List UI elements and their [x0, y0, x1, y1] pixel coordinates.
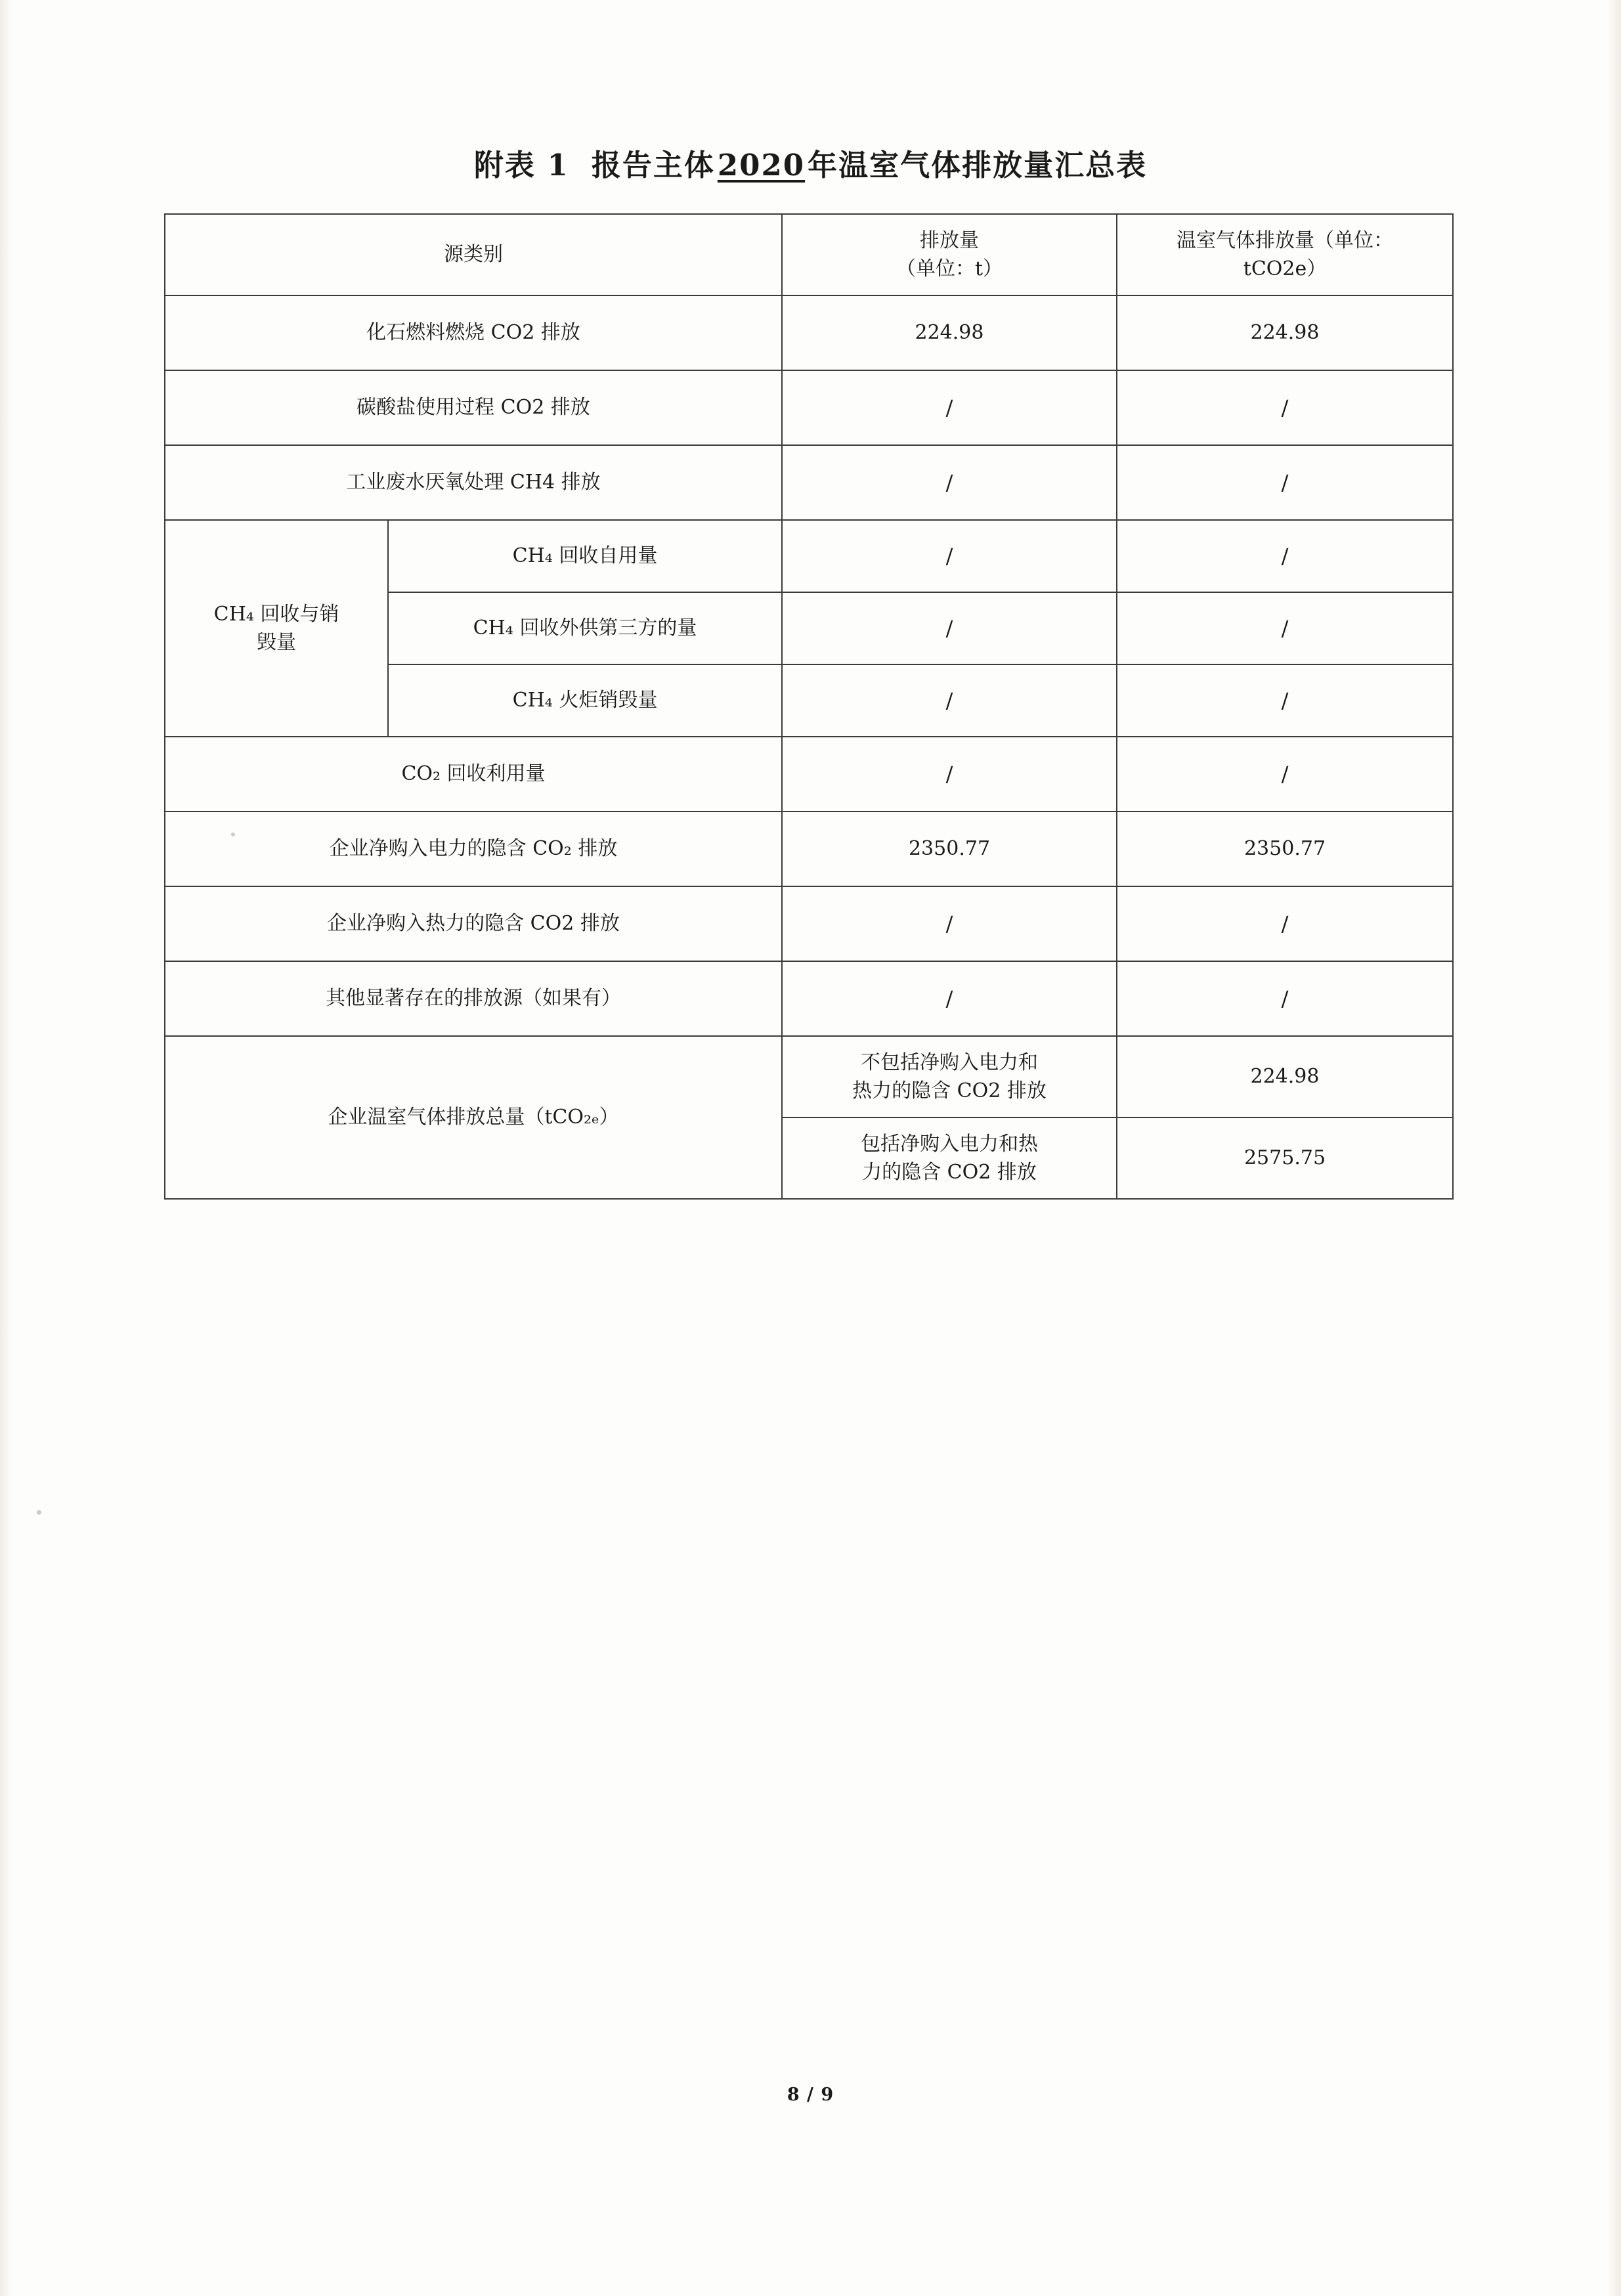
table-row: [165, 445, 1453, 520]
row-amount: /: [782, 961, 1117, 1036]
page-edge-right: [1607, 0, 1621, 2296]
row-amount: 224.98: [782, 295, 1117, 370]
row-ghg: 224.98: [1117, 295, 1453, 370]
row-ghg: /: [1117, 664, 1453, 737]
page-title: [0, 141, 1621, 184]
emissions-summary-table: [164, 213, 1454, 1200]
title-year: 2020: [717, 148, 806, 183]
row-ghg: /: [1117, 370, 1453, 445]
row-ghg: 2350.77: [1117, 812, 1453, 886]
row-label: 化石燃料燃烧 CO2 排放: [165, 295, 782, 370]
row-label: 企业净购入电力的隐含 CO₂ 排放: [165, 812, 782, 886]
row-label: CH₄ 回收自用量: [388, 520, 782, 592]
table-row: [165, 737, 1453, 812]
total-label: 企业温室气体排放总量（tCO₂ₑ）: [165, 1036, 782, 1199]
table-row: [165, 370, 1453, 445]
row-amount: /: [782, 737, 1117, 812]
row-label: 工业废水厌氧处理 CH4 排放: [165, 445, 782, 520]
total-value: 224.98: [1117, 1036, 1453, 1117]
table-header-row: [165, 214, 1453, 295]
page-number: 8 / 9: [787, 2085, 834, 2105]
total-desc-line1: 包括净购入电力和热: [861, 1132, 1038, 1156]
total-value: 2575.75: [1117, 1117, 1453, 1199]
row-label: 其他显著存在的排放源（如果有）: [165, 961, 782, 1036]
ch4-group-label-line1: CH₄ 回收与销: [213, 602, 339, 626]
row-label: CH₄ 回收外供第三方的量: [388, 592, 782, 664]
page-edge-left: [0, 0, 12, 2296]
header-ghg-amount: [1117, 214, 1453, 295]
scan-speck: [37, 1510, 41, 1515]
ch4-group-label-line2: 毁量: [257, 631, 296, 654]
row-amount: /: [782, 370, 1117, 445]
header-emission-amount: [782, 214, 1117, 295]
row-amount: /: [782, 445, 1117, 520]
total-desc: [782, 1036, 1117, 1117]
table-total-row: [165, 1036, 1453, 1117]
row-ghg: /: [1117, 445, 1453, 520]
row-ghg: /: [1117, 520, 1453, 592]
table-row: [165, 961, 1453, 1036]
header-ghg-amount-line2: tCO2e）: [1243, 257, 1327, 280]
header-ghg-amount-line1: 温室气体排放量（单位：: [1177, 228, 1393, 252]
title-prefix: 附表 1: [473, 148, 569, 183]
total-desc-line2: 热力的隐含 CO2 排放: [852, 1079, 1047, 1102]
title-main-before: 报告主体: [591, 148, 715, 183]
row-ghg: /: [1117, 737, 1453, 812]
header-emission-amount-line2: （单位：t）: [896, 257, 1003, 280]
header-source-category: 源类别: [165, 214, 782, 295]
row-amount: /: [782, 592, 1117, 664]
title-main-after: 年温室气体排放量汇总表: [808, 148, 1148, 183]
table-row: [165, 295, 1453, 370]
row-label: 企业净购入热力的隐含 CO2 排放: [165, 886, 782, 961]
row-amount: /: [782, 664, 1117, 737]
total-desc-line1: 不包括净购入电力和: [861, 1051, 1038, 1074]
row-ghg: /: [1117, 961, 1453, 1036]
row-label: CO₂ 回收利用量: [165, 737, 782, 812]
row-ghg: /: [1117, 592, 1453, 664]
total-desc: [782, 1117, 1117, 1199]
row-amount: 2350.77: [782, 812, 1117, 886]
row-label: CH₄ 火炬销毁量: [388, 664, 782, 737]
table-row: [165, 520, 1453, 592]
table-row: [165, 886, 1453, 961]
total-desc-line2: 力的隐含 CO2 排放: [862, 1161, 1037, 1184]
row-amount: /: [782, 886, 1117, 961]
row-label: 碳酸盐使用过程 CO2 排放: [165, 370, 782, 445]
row-ghg: /: [1117, 886, 1453, 961]
ch4-group-label: [165, 520, 388, 737]
header-emission-amount-line1: 排放量: [920, 228, 979, 252]
table-row: [165, 812, 1453, 886]
row-amount: /: [782, 520, 1117, 592]
